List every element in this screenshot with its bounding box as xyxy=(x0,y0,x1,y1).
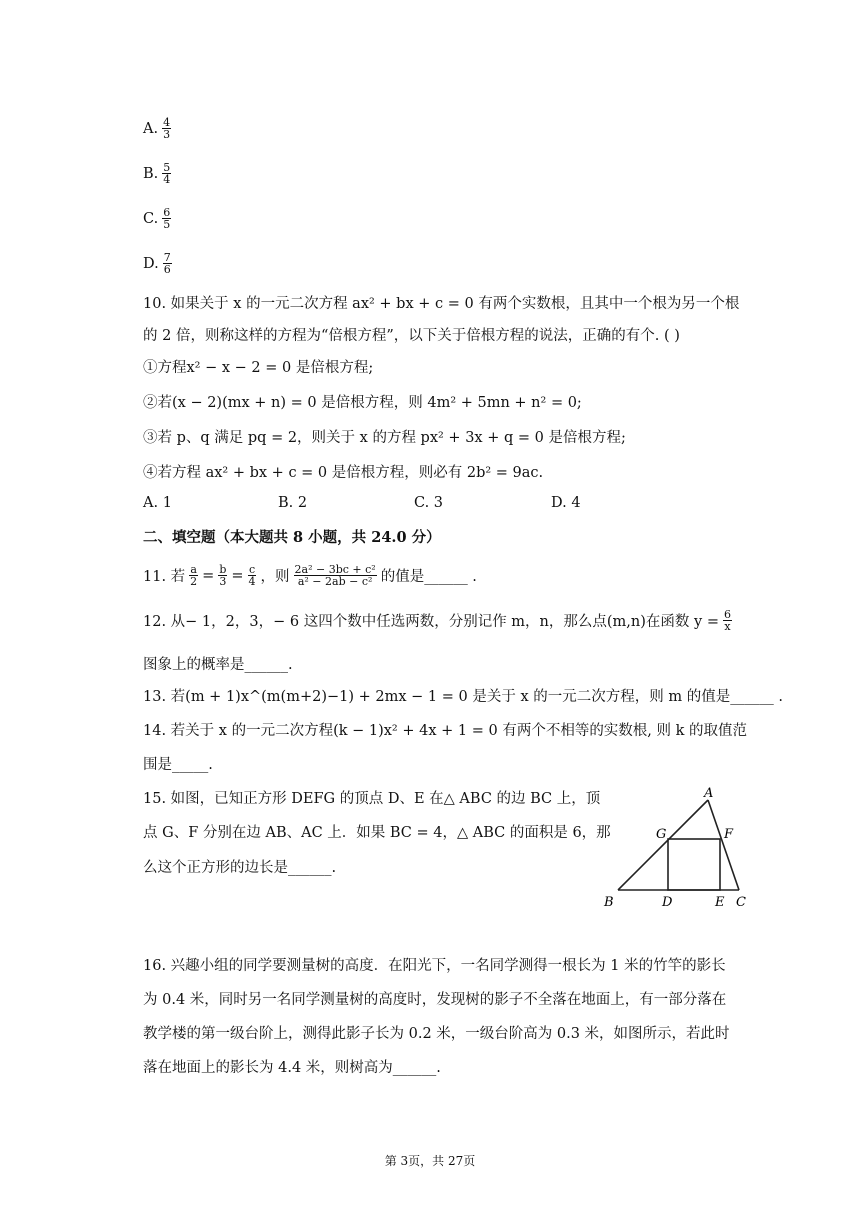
choice-c: C. 3 xyxy=(414,495,444,511)
q12-line2: 图象上的概率是______. xyxy=(143,657,293,673)
fraction: $\frac{b}{3}$ xyxy=(219,563,227,588)
fraction: $\frac{6}{x}$ xyxy=(723,608,731,633)
label-c: C xyxy=(736,895,746,910)
fraction: $\frac{a}{2}$ xyxy=(190,563,198,588)
q15-line2: 点 G、F 分别在边 AB、AC 上．如果 BC = 4，△ ABC 的面积是 6，那 xyxy=(143,825,611,841)
q10-statement-1: ①方程x² − x − 2 = 0 是倍根方程; xyxy=(143,360,374,376)
choice-d: D. 4 xyxy=(551,495,581,511)
section-heading: 二、填空题（本大题共 8 小题，共 24.0 分） xyxy=(143,529,441,546)
q10-statement-3: ③若 p、q 满足 pq = 2，则关于 x 的方程 px² + 3x + q = 0 是倍根方程; xyxy=(143,430,626,446)
q14-line1: 14. 若关于 x 的一元二次方程(k − 1)x² + 4x + 1 = 0 有两个不相等的实数根, 则 k 的取值范 xyxy=(143,723,748,739)
edge-ac xyxy=(708,800,739,890)
label-b: B xyxy=(604,895,614,910)
label-f: F xyxy=(724,827,734,842)
label-d: D xyxy=(662,895,673,910)
fraction: $\frac{7}{6}$ xyxy=(163,251,171,276)
square-defg xyxy=(668,839,720,890)
option-letter: B. xyxy=(143,165,159,182)
fraction: $\frac{6}{5}$ xyxy=(163,206,171,231)
option-d xyxy=(143,252,172,275)
fraction: $\frac{c}{4}$ xyxy=(248,563,256,588)
q12-line1: 12. 从− 1，2，3，− 6 这四个数中任选两数，分别记作 m，n，那么点(m,n)在函数 y = $\frac{6}{x}$ xyxy=(143,608,731,633)
edge-ab xyxy=(618,800,708,890)
option-letter: D. xyxy=(143,255,159,272)
q15-line3: 么这个正方形的边长是______. xyxy=(143,860,337,876)
q16-line1: 16. 兴趣小组的同学要测量树的高度．在阳光下，一名同学测得一根长为 1 米的竹竿的影长 xyxy=(143,958,726,974)
choice-b: B. 2 xyxy=(278,495,308,511)
q11: 11. 若 $\frac{a}{2}$ = $\frac{b}{3}$ = $\frac{c}{4}$ ，则 $\frac{\text{2a² − 3bc + c²}}{\text{a² − 2ab − c²}}$ 的值是______ . xyxy=(143,563,477,588)
q16-line4: 落在地面上的影长为 4.4 米，则树高为______. xyxy=(143,1060,441,1076)
label-e: E xyxy=(715,895,725,910)
triangle-square-figure xyxy=(600,784,760,912)
option-letter: A. xyxy=(143,120,159,137)
option-b xyxy=(143,162,171,185)
fraction: $\frac{\text{2a² − 3bc + c²}}{\text{a² − 2ab − c²}}$ xyxy=(294,563,376,588)
q10-line1: 10. 如果关于 x 的一元二次方程 ax² + bx + c = 0 有两个实数根，且其中一个根为另一个根 xyxy=(143,296,740,312)
choice-a: A. 1 xyxy=(143,495,172,511)
fraction: $\frac{5}{4}$ xyxy=(163,161,171,186)
q10-line2: 的 2 倍，则称这样的方程为“倍根方程”，以下关于倍根方程的说法，正确的有个. ( ) xyxy=(143,328,680,344)
option-letter: C. xyxy=(143,210,159,227)
fraction: $\frac{4}{3}$ xyxy=(163,116,171,141)
q13: 13. 若(m + 1)x^(m(m+2)−1) + 2mx − 1 = 0 是关于 x 的一元二次方程，则 m 的值是______ . xyxy=(143,689,783,705)
option-a xyxy=(143,117,171,140)
q16-line2: 为 0.4 米，同时另一名同学测量树的高度时，发现树的影子不全落在地面上，有一部分落在 xyxy=(143,992,727,1008)
q10-statement-2: ②若(x − 2)(mx + n) = 0 是倍根方程，则 4m² + 5mn + n² = 0; xyxy=(143,395,582,411)
label-a: A xyxy=(704,786,714,801)
q10-statement-4: ④若方程 ax² + bx + c = 0 是倍根方程，则必有 2b² = 9ac. xyxy=(143,465,544,481)
option-c xyxy=(143,207,171,230)
label-g: G xyxy=(656,827,667,842)
q15-line1: 15. 如图，已知正方形 DEFG 的顶点 D、E 在△ ABC 的边 BC 上，顶 xyxy=(143,791,601,807)
page-footer: 第 3页，共 27页 xyxy=(384,1154,476,1168)
q14-line2: 围是_____. xyxy=(143,757,213,773)
q16-line3: 教学楼的第一级台阶上，测得此影子长为 0.2 米，一级台阶高为 0.3 米，如图所示，若此时 xyxy=(143,1026,730,1042)
